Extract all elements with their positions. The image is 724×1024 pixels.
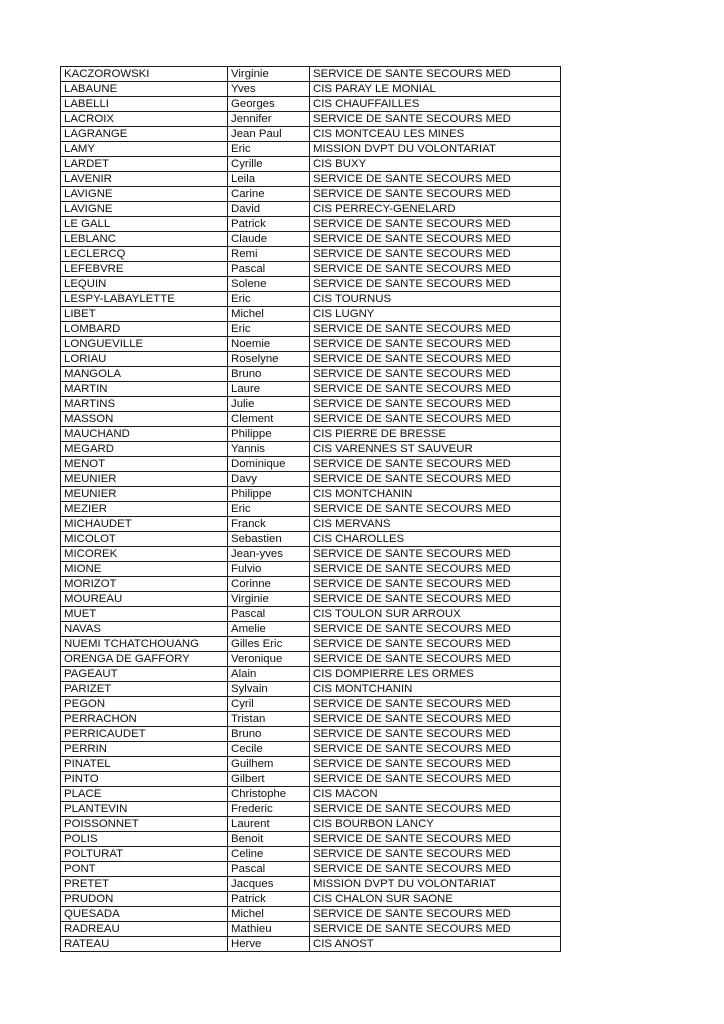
first-name-cell: Mathieu: [228, 922, 310, 937]
first-name-cell: Dominique: [228, 457, 310, 472]
table-row: [61, 892, 561, 907]
table-row: [61, 532, 561, 547]
table-row: [61, 562, 561, 577]
first-name-cell: Christophe: [228, 787, 310, 802]
first-name-cell: Patrick: [228, 217, 310, 232]
table-row: [61, 937, 561, 952]
first-name-cell: Fulvio: [228, 562, 310, 577]
first-name-cell: Carine: [228, 187, 310, 202]
unit-cell: SERVICE DE SANTE SECOURS MED: [310, 547, 561, 562]
first-name-cell: Alain: [228, 667, 310, 682]
unit-cell: SERVICE DE SANTE SECOURS MED: [310, 277, 561, 292]
table-row: [61, 817, 561, 832]
unit-cell: CIS CHALON SUR SAONE: [310, 892, 561, 907]
first-name-cell: Gilles Eric: [228, 637, 310, 652]
unit-cell: CIS PIERRE DE BRESSE: [310, 427, 561, 442]
unit-cell: SERVICE DE SANTE SECOURS MED: [310, 757, 561, 772]
last-name-cell: LABELLI: [61, 97, 228, 112]
last-name-cell: PAGEAUT: [61, 667, 228, 682]
table-row: [61, 577, 561, 592]
table-row: [61, 832, 561, 847]
last-name-cell: LOMBARD: [61, 322, 228, 337]
table-row: [61, 607, 561, 622]
last-name-cell: MICOREK: [61, 547, 228, 562]
last-name-cell: LONGUEVILLE: [61, 337, 228, 352]
last-name-cell: QUESADA: [61, 907, 228, 922]
first-name-cell: Tristan: [228, 712, 310, 727]
unit-cell: SERVICE DE SANTE SECOURS MED: [310, 172, 561, 187]
last-name-cell: LEFEBVRE: [61, 262, 228, 277]
unit-cell: SERVICE DE SANTE SECOURS MED: [310, 727, 561, 742]
table-row: [61, 172, 561, 187]
unit-cell: CIS CHAROLLES: [310, 532, 561, 547]
last-name-cell: MANGOLA: [61, 367, 228, 382]
unit-cell: CIS MONTCEAU LES MINES: [310, 127, 561, 142]
table-row: [61, 847, 561, 862]
roster-table: [60, 66, 561, 952]
table-row: [61, 397, 561, 412]
table-row: [61, 622, 561, 637]
table-row: [61, 352, 561, 367]
last-name-cell: LEBLANC: [61, 232, 228, 247]
unit-cell: CIS BUXY: [310, 157, 561, 172]
table-row: [61, 262, 561, 277]
table-row: [61, 157, 561, 172]
last-name-cell: LACROIX: [61, 112, 228, 127]
unit-cell: SERVICE DE SANTE SECOURS MED: [310, 367, 561, 382]
first-name-cell: Philippe: [228, 487, 310, 502]
first-name-cell: Philippe: [228, 427, 310, 442]
last-name-cell: POLTURAT: [61, 847, 228, 862]
first-name-cell: Bruno: [228, 367, 310, 382]
last-name-cell: MARTIN: [61, 382, 228, 397]
table-row: [61, 772, 561, 787]
table-row: [61, 67, 561, 82]
last-name-cell: MENOT: [61, 457, 228, 472]
last-name-cell: LORIAU: [61, 352, 228, 367]
table-row: [61, 682, 561, 697]
table-row: [61, 457, 561, 472]
table-row: [61, 337, 561, 352]
unit-cell: SERVICE DE SANTE SECOURS MED: [310, 217, 561, 232]
last-name-cell: LAVIGNE: [61, 202, 228, 217]
last-name-cell: PERRIN: [61, 742, 228, 757]
unit-cell: CIS ANOST: [310, 937, 561, 952]
last-name-cell: MASSON: [61, 412, 228, 427]
table-row: [61, 862, 561, 877]
unit-cell: CIS TOULON SUR ARROUX: [310, 607, 561, 622]
first-name-cell: Jacques: [228, 877, 310, 892]
unit-cell: SERVICE DE SANTE SECOURS MED: [310, 622, 561, 637]
last-name-cell: MEUNIER: [61, 472, 228, 487]
first-name-cell: Jean Paul: [228, 127, 310, 142]
first-name-cell: Gilbert: [228, 772, 310, 787]
last-name-cell: MICOLOT: [61, 532, 228, 547]
unit-cell: CIS DOMPIERRE LES ORMES: [310, 667, 561, 682]
first-name-cell: Laurent: [228, 817, 310, 832]
first-name-cell: Sebastien: [228, 532, 310, 547]
unit-cell: SERVICE DE SANTE SECOURS MED: [310, 802, 561, 817]
table-row: [61, 757, 561, 772]
table-row: [61, 277, 561, 292]
unit-cell: CIS CHAUFFAILLES: [310, 97, 561, 112]
last-name-cell: PONT: [61, 862, 228, 877]
first-name-cell: Herve: [228, 937, 310, 952]
table-row: [61, 487, 561, 502]
table-row: [61, 547, 561, 562]
last-name-cell: LAGRANGE: [61, 127, 228, 142]
table-row: [61, 217, 561, 232]
last-name-cell: POISSONNET: [61, 817, 228, 832]
table-row: [61, 472, 561, 487]
table-row: [61, 667, 561, 682]
unit-cell: CIS PERRECY-GENELARD: [310, 202, 561, 217]
unit-cell: SERVICE DE SANTE SECOURS MED: [310, 562, 561, 577]
last-name-cell: MORIZOT: [61, 577, 228, 592]
roster-sheet: [60, 66, 560, 952]
unit-cell: SERVICE DE SANTE SECOURS MED: [310, 397, 561, 412]
unit-cell: SERVICE DE SANTE SECOURS MED: [310, 472, 561, 487]
roster-body: [61, 67, 561, 952]
last-name-cell: MOUREAU: [61, 592, 228, 607]
unit-cell: SERVICE DE SANTE SECOURS MED: [310, 922, 561, 937]
unit-cell: SERVICE DE SANTE SECOURS MED: [310, 337, 561, 352]
last-name-cell: MEGARD: [61, 442, 228, 457]
first-name-cell: Leila: [228, 172, 310, 187]
table-row: [61, 427, 561, 442]
unit-cell: SERVICE DE SANTE SECOURS MED: [310, 592, 561, 607]
unit-cell: SERVICE DE SANTE SECOURS MED: [310, 712, 561, 727]
first-name-cell: Cyrille: [228, 157, 310, 172]
first-name-cell: Benoit: [228, 832, 310, 847]
first-name-cell: Roselyne: [228, 352, 310, 367]
last-name-cell: LEQUIN: [61, 277, 228, 292]
unit-cell: CIS TOURNUS: [310, 292, 561, 307]
unit-cell: CIS MONTCHANIN: [310, 682, 561, 697]
last-name-cell: ORENGA DE GAFFORY: [61, 652, 228, 667]
last-name-cell: NUEMI TCHATCHOUANG: [61, 637, 228, 652]
last-name-cell: PRUDON: [61, 892, 228, 907]
first-name-cell: Michel: [228, 307, 310, 322]
table-row: [61, 112, 561, 127]
last-name-cell: LESPY-LABAYLETTE: [61, 292, 228, 307]
table-row: [61, 232, 561, 247]
table-row: [61, 637, 561, 652]
unit-cell: CIS MACON: [310, 787, 561, 802]
last-name-cell: PINTO: [61, 772, 228, 787]
last-name-cell: MARTINS: [61, 397, 228, 412]
table-row: [61, 382, 561, 397]
first-name-cell: Corinne: [228, 577, 310, 592]
first-name-cell: Yannis: [228, 442, 310, 457]
first-name-cell: Cyril: [228, 697, 310, 712]
first-name-cell: Laure: [228, 382, 310, 397]
first-name-cell: Julie: [228, 397, 310, 412]
table-row: [61, 412, 561, 427]
table-row: [61, 652, 561, 667]
table-row: [61, 727, 561, 742]
table-row: [61, 907, 561, 922]
last-name-cell: RATEAU: [61, 937, 228, 952]
last-name-cell: LIBET: [61, 307, 228, 322]
last-name-cell: LE GALL: [61, 217, 228, 232]
last-name-cell: POLIS: [61, 832, 228, 847]
first-name-cell: Pascal: [228, 607, 310, 622]
last-name-cell: MEZIER: [61, 502, 228, 517]
unit-cell: CIS LUGNY: [310, 307, 561, 322]
first-name-cell: Virginie: [228, 67, 310, 82]
table-row: [61, 802, 561, 817]
last-name-cell: MUET: [61, 607, 228, 622]
last-name-cell: PARIZET: [61, 682, 228, 697]
unit-cell: SERVICE DE SANTE SECOURS MED: [310, 412, 561, 427]
last-name-cell: PLANTEVIN: [61, 802, 228, 817]
unit-cell: SERVICE DE SANTE SECOURS MED: [310, 352, 561, 367]
first-name-cell: Patrick: [228, 892, 310, 907]
first-name-cell: Pascal: [228, 862, 310, 877]
table-row: [61, 127, 561, 142]
first-name-cell: Davy: [228, 472, 310, 487]
last-name-cell: LECLERCQ: [61, 247, 228, 262]
first-name-cell: Solene: [228, 277, 310, 292]
unit-cell: SERVICE DE SANTE SECOURS MED: [310, 862, 561, 877]
table-row: [61, 877, 561, 892]
last-name-cell: LAVIGNE: [61, 187, 228, 202]
table-row: [61, 442, 561, 457]
first-name-cell: Claude: [228, 232, 310, 247]
first-name-cell: Eric: [228, 142, 310, 157]
table-row: [61, 697, 561, 712]
unit-cell: SERVICE DE SANTE SECOURS MED: [310, 247, 561, 262]
unit-cell: SERVICE DE SANTE SECOURS MED: [310, 577, 561, 592]
unit-cell: CIS MERVANS: [310, 517, 561, 532]
last-name-cell: PRETET: [61, 877, 228, 892]
unit-cell: SERVICE DE SANTE SECOURS MED: [310, 232, 561, 247]
unit-cell: CIS MONTCHANIN: [310, 487, 561, 502]
unit-cell: SERVICE DE SANTE SECOURS MED: [310, 832, 561, 847]
table-row: [61, 247, 561, 262]
first-name-cell: Eric: [228, 322, 310, 337]
last-name-cell: MEUNIER: [61, 487, 228, 502]
table-row: [61, 367, 561, 382]
unit-cell: CIS PARAY LE MONIAL: [310, 82, 561, 97]
last-name-cell: KACZOROWSKI: [61, 67, 228, 82]
last-name-cell: PERRICAUDET: [61, 727, 228, 742]
unit-cell: MISSION DVPT DU VOLONTARIAT: [310, 142, 561, 157]
last-name-cell: MAUCHAND: [61, 427, 228, 442]
table-row: [61, 142, 561, 157]
last-name-cell: LARDET: [61, 157, 228, 172]
table-row: [61, 292, 561, 307]
first-name-cell: Amelie: [228, 622, 310, 637]
table-row: [61, 187, 561, 202]
first-name-cell: David: [228, 202, 310, 217]
unit-cell: SERVICE DE SANTE SECOURS MED: [310, 742, 561, 757]
unit-cell: SERVICE DE SANTE SECOURS MED: [310, 637, 561, 652]
unit-cell: SERVICE DE SANTE SECOURS MED: [310, 772, 561, 787]
unit-cell: SERVICE DE SANTE SECOURS MED: [310, 262, 561, 277]
unit-cell: CIS BOURBON LANCY: [310, 817, 561, 832]
last-name-cell: MIONE: [61, 562, 228, 577]
table-row: [61, 787, 561, 802]
first-name-cell: Sylvain: [228, 682, 310, 697]
first-name-cell: Michel: [228, 907, 310, 922]
first-name-cell: Celine: [228, 847, 310, 862]
unit-cell: SERVICE DE SANTE SECOURS MED: [310, 322, 561, 337]
unit-cell: CIS VARENNES ST SAUVEUR: [310, 442, 561, 457]
unit-cell: SERVICE DE SANTE SECOURS MED: [310, 697, 561, 712]
first-name-cell: Franck: [228, 517, 310, 532]
first-name-cell: Cecile: [228, 742, 310, 757]
last-name-cell: PINATEL: [61, 757, 228, 772]
table-row: [61, 502, 561, 517]
table-row: [61, 592, 561, 607]
first-name-cell: Pascal: [228, 262, 310, 277]
last-name-cell: MICHAUDET: [61, 517, 228, 532]
unit-cell: SERVICE DE SANTE SECOURS MED: [310, 67, 561, 82]
last-name-cell: PLACE: [61, 787, 228, 802]
unit-cell: SERVICE DE SANTE SECOURS MED: [310, 187, 561, 202]
last-name-cell: PERRACHON: [61, 712, 228, 727]
unit-cell: SERVICE DE SANTE SECOURS MED: [310, 847, 561, 862]
table-row: [61, 742, 561, 757]
first-name-cell: Clement: [228, 412, 310, 427]
last-name-cell: LAMY: [61, 142, 228, 157]
table-row: [61, 202, 561, 217]
table-row: [61, 517, 561, 532]
unit-cell: SERVICE DE SANTE SECOURS MED: [310, 907, 561, 922]
first-name-cell: Georges: [228, 97, 310, 112]
first-name-cell: Guilhem: [228, 757, 310, 772]
first-name-cell: Remi: [228, 247, 310, 262]
first-name-cell: Jennifer: [228, 112, 310, 127]
last-name-cell: LABAUNE: [61, 82, 228, 97]
unit-cell: SERVICE DE SANTE SECOURS MED: [310, 382, 561, 397]
table-row: [61, 322, 561, 337]
first-name-cell: Yves: [228, 82, 310, 97]
first-name-cell: Noemie: [228, 337, 310, 352]
last-name-cell: PEGON: [61, 697, 228, 712]
first-name-cell: Eric: [228, 292, 310, 307]
first-name-cell: Eric: [228, 502, 310, 517]
table-row: [61, 307, 561, 322]
first-name-cell: Bruno: [228, 727, 310, 742]
first-name-cell: Jean-yves: [228, 547, 310, 562]
last-name-cell: NAVAS: [61, 622, 228, 637]
unit-cell: SERVICE DE SANTE SECOURS MED: [310, 112, 561, 127]
unit-cell: SERVICE DE SANTE SECOURS MED: [310, 457, 561, 472]
first-name-cell: Virginie: [228, 592, 310, 607]
unit-cell: SERVICE DE SANTE SECOURS MED: [310, 652, 561, 667]
table-row: [61, 97, 561, 112]
table-row: [61, 922, 561, 937]
unit-cell: MISSION DVPT DU VOLONTARIAT: [310, 877, 561, 892]
last-name-cell: LAVENIR: [61, 172, 228, 187]
table-row: [61, 712, 561, 727]
first-name-cell: Frederic: [228, 802, 310, 817]
last-name-cell: RADREAU: [61, 922, 228, 937]
first-name-cell: Veronique: [228, 652, 310, 667]
unit-cell: SERVICE DE SANTE SECOURS MED: [310, 502, 561, 517]
table-row: [61, 82, 561, 97]
